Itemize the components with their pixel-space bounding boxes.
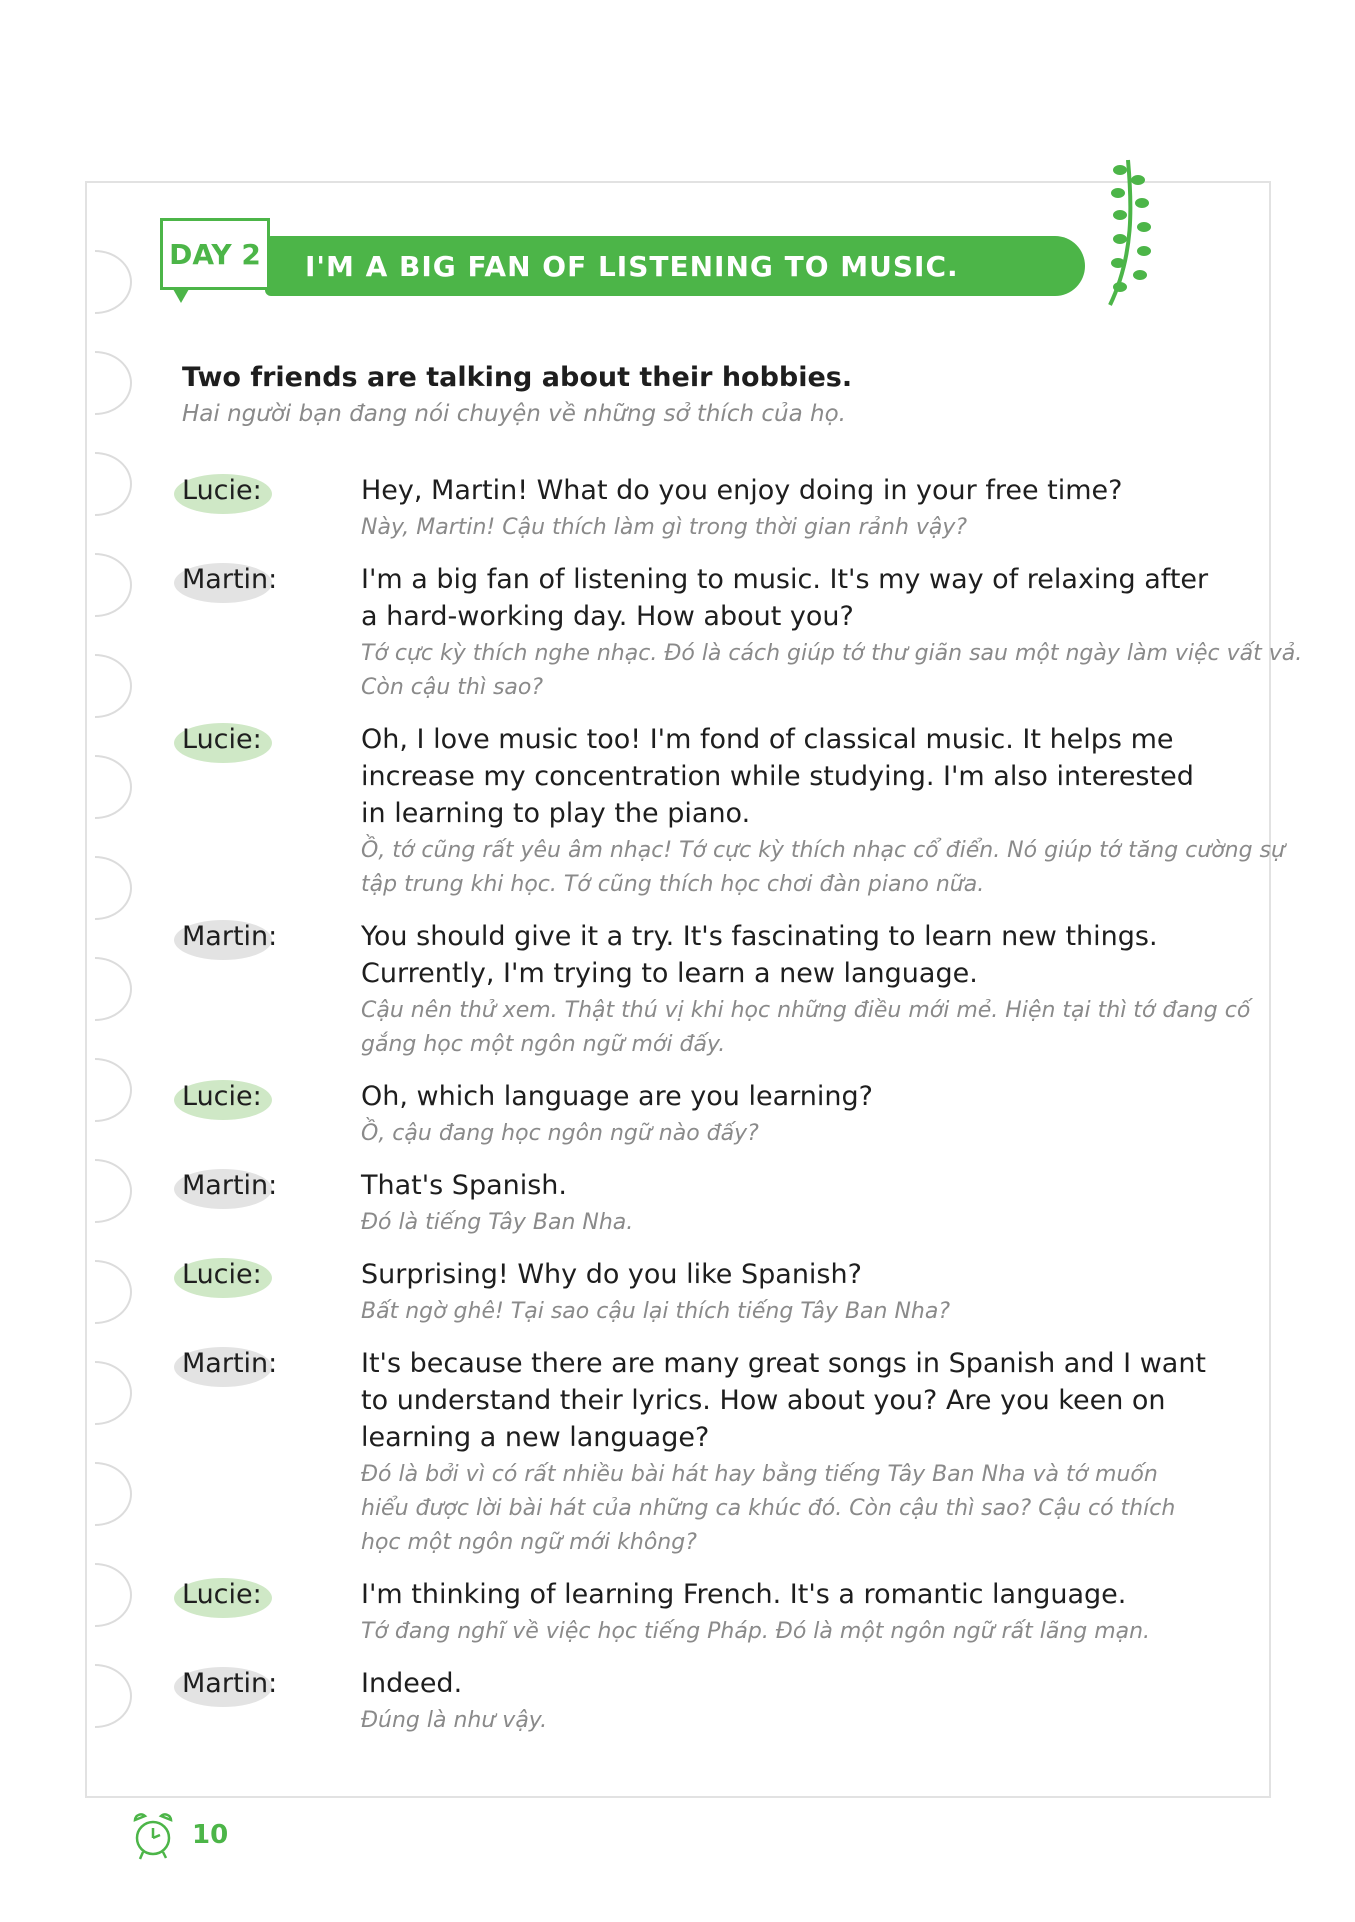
translation — [361, 1458, 1206, 1560]
speaker-name: Lucie: — [182, 1081, 262, 1112]
translation-line: Ồ, tớ cũng rất yêu âm nhạc! Tớ cực kỳ thích nhạc cổ điển. Nó giúp tớ tăng cường sự — [361, 838, 1285, 863]
binder-ring — [58, 452, 132, 516]
translation — [361, 1206, 633, 1240]
utterance — [361, 1576, 1150, 1649]
binder-ring — [58, 654, 132, 718]
utterance — [361, 1167, 633, 1240]
day-badge — [160, 218, 270, 290]
binder-ring — [58, 250, 132, 314]
translation — [361, 1704, 547, 1738]
utterance — [361, 721, 1285, 902]
translation-line: Đúng là như vậy. — [361, 1708, 548, 1733]
dialog-turn — [182, 1078, 1262, 1151]
translation-line: Còn cậu thì sao? — [361, 675, 544, 700]
speaker-name: Lucie: — [182, 475, 262, 506]
english-line: It's because there are many great songs in Spanish and I want — [361, 1348, 1207, 1379]
utterance — [361, 1256, 950, 1329]
speaker — [182, 1167, 361, 1240]
page-footer — [130, 1808, 228, 1862]
translation — [361, 994, 1250, 1062]
title-banner — [265, 236, 1085, 296]
english-line: I'm thinking of learning French. It's a romantic language. — [361, 1579, 1127, 1610]
translation-line: Bất ngờ ghê! Tại sao cậu lại thích tiếng Tây Ban Nha? — [361, 1299, 951, 1324]
english-line: Oh, which language are you learning? — [361, 1081, 873, 1112]
english-line: Oh, I love music too! I'm fond of classical music. It helps me — [361, 724, 1174, 755]
intro-translation: Hai người bạn đang nói chuyện về những sở thích của họ. — [182, 401, 846, 427]
dialog-turn — [182, 1345, 1262, 1560]
day-label: DAY 2 — [169, 237, 261, 271]
translation-line: Cậu nên thử xem. Thật thú vị khi học những điều mới mẻ. Hiện tại thì tớ đang cố — [361, 998, 1251, 1023]
english-line: Surprising! Why do you like Spanish? — [361, 1259, 862, 1290]
lesson-title: I'M A BIG FAN OF LISTENING TO MUSIC. — [305, 249, 959, 283]
dialog — [182, 472, 1303, 1754]
dialog-turn — [182, 1167, 1262, 1240]
binder-ring — [58, 1563, 132, 1627]
binder-ring — [58, 755, 132, 819]
english-line: Indeed. — [361, 1668, 463, 1699]
english-line: increase my concentration while studying. I'm also interested — [361, 761, 1194, 792]
translation — [361, 637, 1302, 705]
speaker-name: Martin: — [182, 564, 278, 595]
binder-ring — [58, 1260, 132, 1324]
utterance — [361, 1345, 1206, 1560]
speaker — [182, 1576, 361, 1649]
english-line: in learning to play the piano. — [361, 798, 751, 829]
utterance — [361, 1078, 873, 1151]
translation — [361, 511, 1123, 545]
translation-line: Đó là tiếng Tây Ban Nha. — [361, 1210, 634, 1235]
translation — [361, 1615, 1150, 1649]
speaker — [182, 472, 361, 545]
binder-ring — [58, 1361, 132, 1425]
binder-ring — [58, 856, 132, 920]
binder-ring — [58, 1462, 132, 1526]
translation-line: hiểu được lời bài hát của những ca khúc đó. Còn cậu thì sao? Cậu có thích — [361, 1496, 1176, 1521]
binder-ring — [58, 1664, 132, 1728]
binder-ring — [58, 1159, 132, 1223]
utterance — [361, 472, 1123, 545]
english-line: learning a new language? — [361, 1422, 710, 1453]
dialog-turn — [182, 1576, 1262, 1649]
binder-ring — [58, 553, 132, 617]
translation — [361, 1117, 873, 1151]
english-line: That's Spanish. — [361, 1170, 568, 1201]
dialog-turn — [182, 472, 1262, 545]
translation-line: gắng học một ngôn ngữ mới đấy. — [361, 1032, 726, 1057]
speaker-name: Lucie: — [182, 1259, 262, 1290]
binder-ring — [58, 351, 132, 415]
utterance — [361, 561, 1302, 705]
english-line: a hard-working day. How about you? — [361, 601, 854, 632]
intro — [182, 362, 852, 427]
translation — [361, 1295, 950, 1329]
translation-line: Tớ đang nghĩ về việc học tiếng Pháp. Đó là một ngôn ngữ rất lãng mạn. — [361, 1619, 1151, 1644]
english-line: to understand their lyrics. How about you? Are you keen on — [361, 1385, 1166, 1416]
speaker-name: Martin: — [182, 921, 278, 952]
translation-line: Đó là bởi vì có rất nhiều bài hát hay bằng tiếng Tây Ban Nha và tớ muốn — [361, 1462, 1158, 1487]
speaker-name: Martin: — [182, 1348, 278, 1379]
english-line: Currently, I'm trying to learn a new language. — [361, 958, 978, 989]
alarm-clock-icon — [130, 1808, 176, 1862]
speaker — [182, 1078, 361, 1151]
speaker-name: Lucie: — [182, 724, 262, 755]
dialog-turn — [182, 561, 1303, 705]
speaker-name: Martin: — [182, 1668, 278, 1699]
translation — [361, 834, 1285, 902]
speaker — [182, 1345, 361, 1560]
speaker — [182, 918, 361, 1062]
translation-line: học một ngôn ngữ mới không? — [361, 1530, 697, 1555]
dialog-turn — [182, 1256, 1262, 1329]
leaf-sprig-icon — [1090, 155, 1160, 315]
translation-line: Này, Martin! Cậu thích làm gì trong thời gian rảnh vậy? — [361, 515, 968, 540]
translation-line: Ồ, cậu đang học ngôn ngữ nào đấy? — [361, 1121, 759, 1146]
binder-ring — [58, 1058, 132, 1122]
english-line: Hey, Martin! What do you enjoy doing in your free time? — [361, 475, 1123, 506]
translation-line: tập trung khi học. Tớ cũng thích học chơi đàn piano nữa. — [361, 872, 985, 897]
utterance — [361, 918, 1250, 1062]
dialog-turn — [182, 918, 1262, 1062]
speaker — [182, 1665, 361, 1738]
binder-ring — [58, 957, 132, 1021]
speaker — [182, 1256, 361, 1329]
speaker-name: Martin: — [182, 1170, 278, 1201]
dialog-turn — [182, 721, 1285, 902]
speaker — [182, 561, 361, 705]
page-number: 10 — [192, 1820, 229, 1850]
speaker-name: Lucie: — [182, 1579, 262, 1610]
translation-line: Tớ cực kỳ thích nghe nhạc. Đó là cách giúp tớ thư giãn sau một ngày làm việc vất vả. — [361, 641, 1303, 666]
english-line: I'm a big fan of listening to music. It's my way of relaxing after — [361, 564, 1209, 595]
speaker — [182, 721, 361, 902]
dialog-turn — [182, 1665, 1262, 1738]
intro-title: Two friends are talking about their hobbies. — [182, 362, 853, 393]
english-line: You should give it a try. It's fascinating to learn new things. — [361, 921, 1158, 952]
utterance — [361, 1665, 547, 1738]
